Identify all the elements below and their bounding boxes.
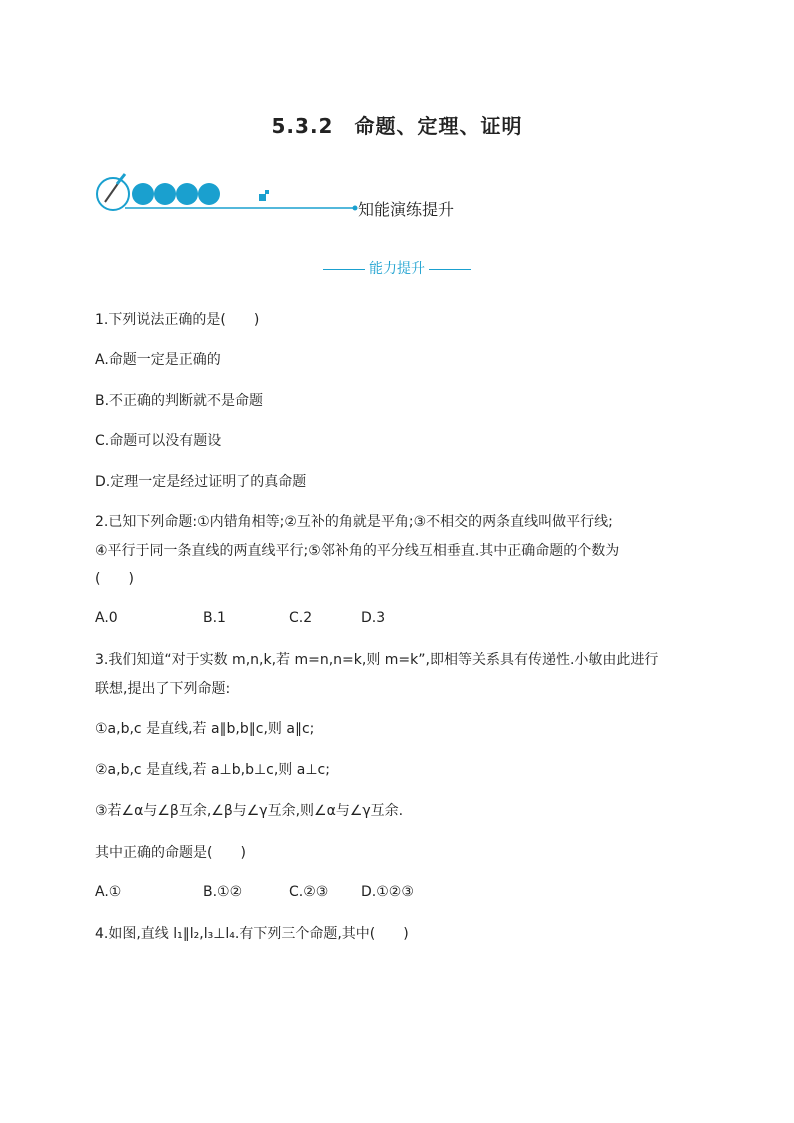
q2-stem-line2: ④平行于同一条直线的两直线平行;⑤邻补角的平分线互相垂直.其中正确命题的个数为 bbox=[95, 543, 620, 559]
q1-option-d: D.定理一定是经过证明了的真命题 bbox=[95, 474, 307, 490]
q1-option-c: C.命题可以没有题设 bbox=[95, 433, 222, 449]
q3-item-3: ③若∠α与∠β互余,∠β与∠γ互余,则∠α与∠γ互余. bbox=[95, 803, 404, 819]
q4-stem: 4.如图,直线 l₁∥l₂,l₃⊥l₄.有下列三个命题,其中( ) bbox=[95, 926, 409, 942]
page-title: 5.3.2 命题、定理、证明 bbox=[271, 114, 523, 138]
heading-rule-right bbox=[429, 269, 471, 270]
section-heading bbox=[0, 258, 794, 278]
q2-option-d: D.3 bbox=[361, 610, 386, 626]
q2-options bbox=[95, 610, 385, 626]
q3-options bbox=[95, 884, 414, 900]
q3-item-1: ①a,b,c 是直线,若 a∥b,b∥c,则 a∥c; bbox=[95, 721, 315, 737]
q3-option-a: A.① bbox=[95, 884, 122, 900]
q1-stem: 1.下列说法正确的是( ) bbox=[95, 312, 260, 328]
q3-item-2: ②a,b,c 是直线,若 a⊥b,b⊥c,则 a⊥c; bbox=[95, 762, 330, 778]
q1-option-b: B.不正确的判断就不是命题 bbox=[95, 393, 264, 409]
q3-option-d: D.①②③ bbox=[361, 884, 414, 900]
q3-stem-line2: 联想,提出了下列命题: bbox=[95, 681, 231, 697]
banner-title: 知能演练提升 bbox=[358, 200, 455, 219]
section-heading-text: 能力提升 bbox=[369, 261, 425, 277]
q2-option-a: A.0 bbox=[95, 610, 118, 626]
q3-option-c: C.②③ bbox=[289, 884, 329, 900]
heading-rule-left bbox=[323, 269, 365, 270]
q2-stem-line1: 2.已知下列命题:①内错角相等;②互补的角就是平角;③不相交的两条直线叫做平行线; bbox=[95, 514, 613, 530]
q3-stem-line1: 3.我们知道“对于实数 m,n,k,若 m=n,n=k,则 m=k”,即相等关系具有传递性.小敏由此进行 bbox=[95, 652, 659, 668]
q2-stem-line3: ( ) bbox=[95, 571, 134, 587]
q3-ask: 其中正确的命题是( ) bbox=[95, 845, 246, 861]
q2-option-c: C.2 bbox=[289, 610, 313, 626]
q3-option-b: B.①② bbox=[203, 884, 243, 900]
q1-option-a: A.命题一定是正确的 bbox=[95, 352, 221, 368]
q2-option-b: B.1 bbox=[203, 610, 226, 626]
